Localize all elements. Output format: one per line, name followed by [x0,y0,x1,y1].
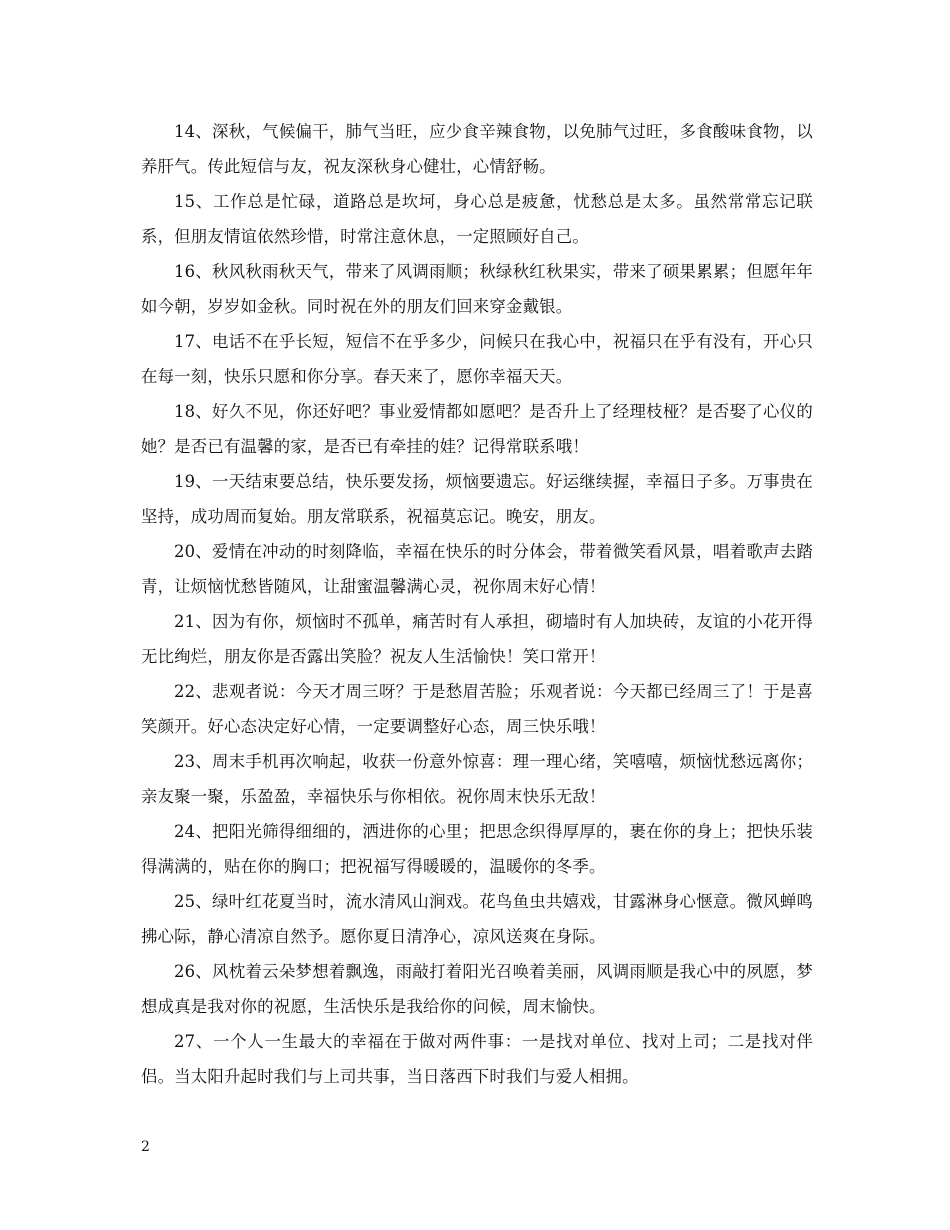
paragraph-18: 18、好久不见，你还好吧？事业爱情都如愿吧？是否升上了经理枝桠？是否娶了心仪的她？是否已有温馨的家，是否已有牵挂的娃？记得常联系哦！ [141,402,813,456]
paragraph-20: 20、爱情在冲动的时刻降临，幸福在快乐的时分体会，带着微笑看风景，唱着歌声去踏青，让烦恼忧愁皆随风，让甜蜜温馨满心灵，祝你周末好心情！ [141,542,813,596]
document-body [141,114,813,1094]
paragraph-26: 26、风枕着云朵梦想着飘逸，雨敲打着阳光召唤着美丽，风调雨顺是我心中的夙愿，梦想成真是我对你的祝愿，生活快乐是我给你的问候，周末愉快。 [141,962,813,1016]
paragraph-15: 15、工作总是忙碌，道路总是坎坷，身心总是疲惫，忧愁总是太多。虽然常常忘记联系，但朋友情谊依然珍惜，时常注意休息，一定照顾好自己。 [141,192,813,246]
paragraph-21: 21、因为有你，烦恼时不孤单，痛苦时有人承担，砌墙时有人加块砖，友谊的小花开得无比绚烂，朋友你是否露出笑脸？祝友人生活愉快！笑口常开！ [141,612,813,666]
paragraph-22: 22、悲观者说：今天才周三呀？于是愁眉苦脸；乐观者说：今天都已经周三了！于是喜笑颜开。好心态决定好心情，一定要调整好心态，周三快乐哦！ [141,682,813,736]
paragraph-24: 24、把阳光筛得细细的，洒进你的心里；把思念织得厚厚的，裹在你的身上；把快乐装得满满的，贴在你的胸口；把祝福写得暖暖的，温暖你的冬季。 [141,822,813,876]
paragraph-25: 25、绿叶红花夏当时，流水清风山涧戏。花鸟鱼虫共嬉戏，甘露淋身心惬意。微风蝉鸣拂心际，静心清凉自然予。愿你夏日清净心，凉风送爽在身际。 [141,892,813,946]
paragraph-27: 27、一个人一生最大的幸福在于做对两件事：一是找对单位、找对上司；二是找对伴侣。当太阳升起时我们与上司共事，当日落西下时我们与爱人相拥。 [141,1032,813,1086]
page-number: 2 [141,1139,150,1155]
paragraph-23: 23、周末手机再次响起，收获一份意外惊喜：理一理心绪，笑嘻嘻，烦恼忧愁远离你；亲友聚一聚，乐盈盈，幸福快乐与你相依。祝你周末快乐无敌！ [141,752,813,806]
paragraph-17: 17、电话不在乎长短，短信不在乎多少，问候只在我心中，祝福只在乎有没有，开心只在每一刻，快乐只愿和你分享。春天来了，愿你幸福天天。 [141,332,813,386]
paragraph-14: 14、深秋，气候偏干，肺气当旺，应少食辛辣食物，以免肺气过旺，多食酸味食物，以养肝气。传此短信与友，祝友深秋身心健壮，心情舒畅。 [141,122,813,176]
paragraph-16: 16、秋风秋雨秋天气，带来了风调雨顺；秋绿秋红秋果实，带来了硕果累累；但愿年年如今朝，岁岁如金秋。同时祝在外的朋友们回来穿金戴银。 [141,262,813,316]
paragraph-19: 19、一天结束要总结，快乐要发扬，烦恼要遗忘。好运继续握，幸福日子多。万事贵在坚持，成功周而复始。朋友常联系，祝福莫忘记。晚安，朋友。 [141,472,813,526]
